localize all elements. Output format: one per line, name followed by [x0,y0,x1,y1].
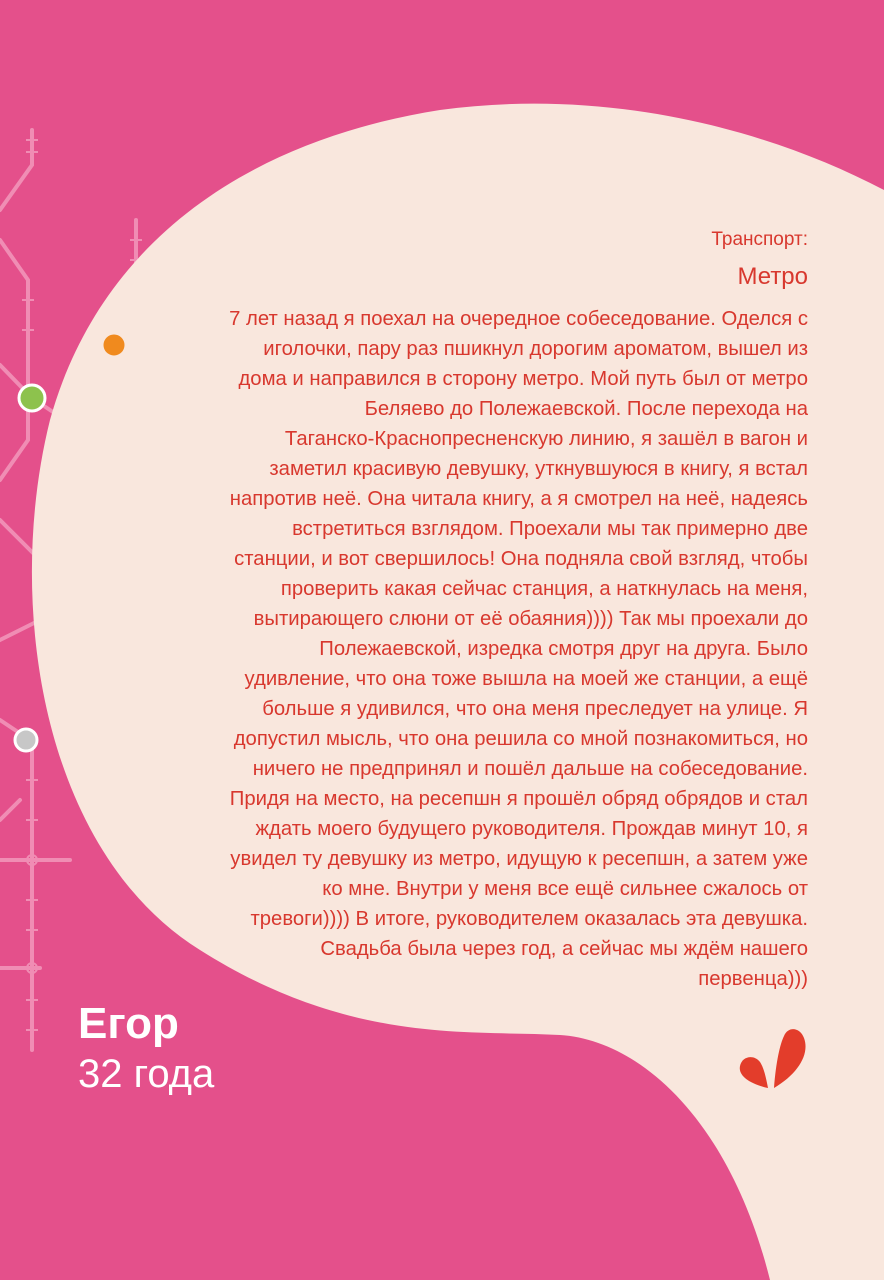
story-block [140,226,808,994]
hearts-logo-icon [738,1024,808,1094]
author-name: Егор [78,999,179,1048]
metro-station-green [19,385,45,411]
author-age: 32 года [78,1052,215,1096]
metro-station-orange [102,333,126,357]
story-text: 7 лет назад я поехал на очередное собеседование. Оделся с иголочки, пару раз пшикнул дорогим ароматом, вышел из дома и направился в сторону метро. Мой путь был от метро Беляево до Полежаевской. После перехода на Таганско-Краснопресненскую линию, я зашёл в вагон и заметил красивую девушку, уткнувшуюся в книгу, я встал напротив неё. Она читала книгу, а я смотрел на неё, надеясь встретиться взглядом. Проехали мы так примерно две станции, и вот свершилось! Она подняла свой взгляд, чтобы проверить какая сейчас станция, а наткнулась на меня, вытирающего слюни от её обаяния)))) Так мы проехали до Полежаевской, изредка смотря друг на друга. Было удивление, что она тоже вышла на моей же станции, а ещё больше я удивился, что она меня преследует на улице. Я допустил мысль, что она решила со мной познакомиться, но ничего не предпринял и пошёл дальше на собеседование. Придя на место, на ресепшн я прошёл обряд обрядов и стал ждать моего будущего руководителя. Прождав минут 10, я увидел ту девушку из метро, идущую к ресепшн, а затем уже ко мне. Внутри у меня все ещё сильнее сжалось от тревоги)))) В итоге, руководителем оказалась эта девушка. Свадьба была через год, а сейчас мы ждём нашего первенца))) [229,308,808,990]
transport-label: Транспорт: [711,229,808,250]
metro-station-gray [15,729,37,751]
author-block [78,998,214,1098]
transport-value: Метро [737,263,808,290]
